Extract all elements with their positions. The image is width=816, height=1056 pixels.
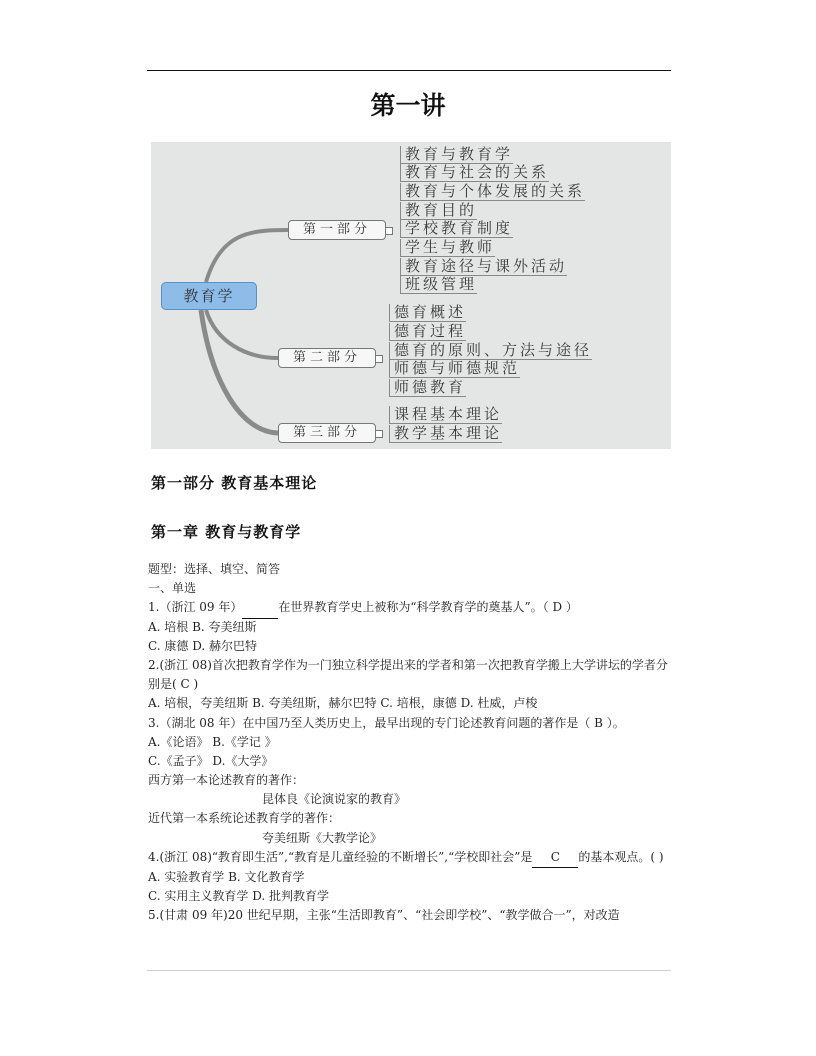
- mind-map-leaf: 教育途径与课外活动: [400, 258, 567, 276]
- chapter-heading: 第一章 教育与教育学: [151, 523, 302, 541]
- question-types: 题型：选择、填空、简答: [148, 562, 281, 576]
- question-1-suffix: 在世界教育学史上被称为“科学教育学的奠基人”。（ D ）: [278, 600, 578, 615]
- question-3-options: A.《论语》 B.《学记 》: [148, 734, 277, 749]
- mind-map-leaf: 德育的原则、方法与途径: [389, 342, 592, 360]
- answer-blank: [242, 598, 278, 618]
- page-title: 第一讲: [370, 91, 446, 120]
- mind-map-leaf: 师德教育: [389, 379, 466, 397]
- question-4-suffix: 的基本观点。( ): [578, 849, 664, 864]
- collapse-icon[interactable]: [375, 430, 383, 438]
- question-1-options: A. 培根 B. 夸美纽斯: [148, 619, 257, 634]
- note-value: 夸美纽斯《大教学论》: [262, 830, 383, 845]
- collapse-icon[interactable]: [375, 355, 383, 363]
- document-body: [148, 560, 672, 926]
- mind-map-leaf: 教育与教育学: [400, 146, 513, 164]
- question-3-stem: 3.（湖北 08 年）在中国乃至人类历史上，最早出现的专门论述教育问题的著作是（ B ）。: [148, 715, 625, 730]
- mind-map-leaf: 教育与社会的关系: [400, 164, 549, 182]
- question-4-options: A. 实验教育学 B. 文化教育学: [148, 870, 305, 885]
- mind-map-diagram: [151, 142, 671, 449]
- mind-map-leaf: 班级管理: [400, 276, 477, 294]
- mind-map-part-1: 第一部分: [288, 220, 386, 240]
- mind-map-part-3: 第三部分: [278, 423, 376, 443]
- mind-map-leaf: 师德与师德规范: [389, 360, 520, 378]
- part-heading: 第一部分 教育基本理论: [151, 474, 318, 492]
- note-label: 西方第一本论述教育的著作：: [148, 773, 305, 788]
- section-label: 一、单选: [148, 581, 197, 596]
- question-4-stem: [148, 848, 672, 868]
- question-2-options: A. 培根，夸美纽斯 B. 夸美纽斯，赫尔巴特 C. 培根，康德 D. 杜威，卢梭: [148, 696, 538, 711]
- question-1-stem: [148, 598, 672, 617]
- question-1-prefix: 1.（浙江 09 年）: [148, 600, 243, 615]
- mind-map-leaf: 教育与个体发展的关系: [400, 183, 585, 201]
- mind-map-leaf: 教学基本理论: [389, 425, 502, 443]
- mind-map-leaf: 德育过程: [389, 323, 466, 341]
- question-2-stem: 2.(浙江 08)首次把教育学作为一门独立科学提出来的学者和第一次把教育学搬上大学讲坛的学者分别是( C ): [148, 657, 668, 692]
- mind-map-leaf: 学校教育制度: [400, 220, 513, 238]
- header-rule: [147, 70, 671, 71]
- mind-map-leaf: 德育概述: [389, 304, 466, 322]
- answer-blank: C: [532, 848, 578, 868]
- question-5-stem: 5.(甘肃 09 年)20 世纪早期，主张“生活即教育”、“社会即学校”、“教学做合一”，对改造: [148, 908, 620, 923]
- mind-map-leaf: 教育目的: [400, 202, 477, 220]
- mind-map-part-2: 第二部分: [278, 348, 376, 368]
- mind-map-leaf: 课程基本理论: [389, 406, 502, 424]
- question-1-options: C. 康德 D. 赫尔巴特: [148, 638, 258, 653]
- question-3-options: C.《孟子》 D.《大学》: [148, 753, 274, 768]
- question-4-options: C. 实用主义教育学 D. 批判教育学: [148, 889, 330, 904]
- question-4-prefix: 4.(浙江 08)“教育即生活”,“教育是儿童经验的不断增长”,“学校即社会”是: [148, 849, 533, 864]
- note-label: 近代第一本系统论述教育学的著作：: [148, 811, 341, 826]
- mind-map-root: 教育学: [161, 282, 257, 310]
- mind-map-leaf: 学生与教师: [400, 239, 495, 257]
- footer-rule: [147, 970, 671, 971]
- note-value: 昆体良《论演说家的教育》: [262, 792, 407, 807]
- collapse-icon[interactable]: [385, 227, 393, 235]
